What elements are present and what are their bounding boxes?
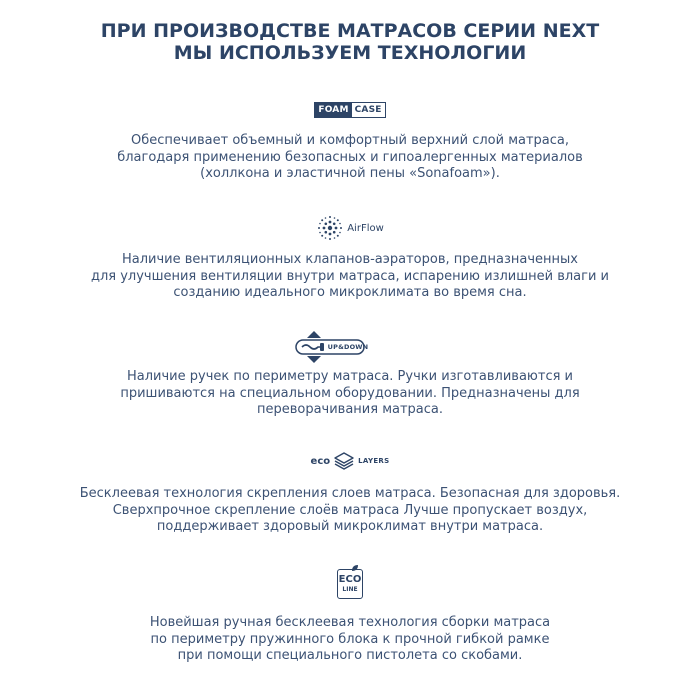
eco-layers-description bbox=[50, 486, 650, 536]
airflow-icon bbox=[316, 214, 344, 242]
description-line: при помощи специального пистолета со скобами. bbox=[177, 648, 523, 663]
description-line: благодаря применению безопасных и гипоалергенных материалов bbox=[117, 149, 583, 165]
description-line: пришиваются на специальном оборудовании. Предназначены для bbox=[120, 385, 580, 401]
foam-case-description bbox=[50, 133, 650, 183]
up-and-down-logo-text: UP&DOWN bbox=[327, 343, 369, 351]
eco-layers-logo-text-b: LAYERS bbox=[358, 457, 390, 465]
description-line: для улучшения вентиляции внутри матраса, испарению излишней влаги и bbox=[90, 268, 610, 284]
eco-line-logo bbox=[0, 569, 700, 599]
description-line: Наличие вентиляционных клапанов-аэраторов, предназначенных bbox=[121, 252, 578, 267]
description-line: Бесклеевая технология скрепления слоев матраса. Безопасная для здоровья. bbox=[79, 486, 621, 501]
eco-layers-logo bbox=[0, 451, 700, 471]
eco-line-icon bbox=[337, 569, 363, 599]
airflow-description bbox=[50, 252, 650, 302]
description-line: созданию идеального микроклимата во время сна. bbox=[173, 285, 527, 300]
description-line: Новейшая ручная бесклеевая технология сборки матраса bbox=[149, 615, 551, 630]
foam-case-icon bbox=[314, 102, 385, 118]
page-title-line-1: ПРИ ПРОИЗВОДСТВЕ МАТРАСОВ СЕРИИ NEXT bbox=[100, 20, 600, 42]
up-and-down-description bbox=[50, 369, 650, 419]
foam-case-logo-text-b: CASE bbox=[352, 103, 385, 117]
description-line: Наличие ручек по периметру матраса. Ручки изготавливаются и bbox=[127, 369, 573, 384]
page-title-line-2: МЫ ИСПОЛЬЗУЕМ ТЕХНОЛОГИИ bbox=[173, 42, 527, 64]
description-line: переворачивания матраса. bbox=[256, 402, 444, 417]
eco-line-logo-text-b: LINE bbox=[342, 586, 358, 593]
eco-layers-icon bbox=[333, 451, 355, 471]
airflow-logo-text: AirFlow bbox=[347, 222, 384, 234]
description-line: по периметру пружинного блока к прочной гибкой рамке bbox=[150, 631, 550, 647]
eco-layers-logo-text-a: eco bbox=[310, 455, 331, 467]
description-line: Обеспечивает объемный и комфортный верхний слой матраса, bbox=[130, 133, 570, 148]
eco-line-description bbox=[50, 615, 650, 665]
airflow-logo bbox=[0, 214, 700, 242]
leaf-icon bbox=[351, 564, 359, 572]
page-title bbox=[0, 20, 700, 64]
description-line: (холлкона и эластичной пены «Sonafoam»). bbox=[200, 166, 500, 181]
foam-case-logo bbox=[0, 102, 700, 118]
description-line: Сверхпрочное скрепление слоёв матраса Лучше пропускает воздух, bbox=[112, 502, 588, 518]
up-and-down-logo bbox=[0, 330, 700, 364]
description-line: поддерживает здоровый микроклимат внутри матраса. bbox=[156, 519, 544, 534]
eco-line-logo-text-a: ECO bbox=[338, 574, 362, 585]
foam-case-logo-text-a: FOAM bbox=[315, 103, 351, 117]
